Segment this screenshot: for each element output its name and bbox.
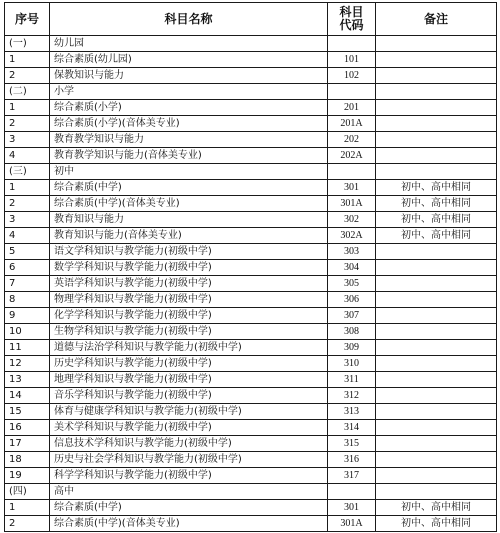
- cell-subject-code: 201: [328, 100, 376, 116]
- cell-note: [376, 356, 497, 372]
- cell-seq: 12: [5, 356, 50, 372]
- cell-subject-name: 科学学科知识与教学能力(初级中学): [50, 468, 328, 484]
- table-row: [5, 308, 497, 324]
- cell-subject-code: 306: [328, 292, 376, 308]
- cell-seq: 18: [5, 452, 50, 468]
- cell-note: [376, 148, 497, 164]
- cell-seq: (二): [5, 84, 50, 100]
- section-row: [5, 484, 497, 500]
- cell-seq: 1: [5, 100, 50, 116]
- cell-note: [376, 420, 497, 436]
- cell-seq: 6: [5, 260, 50, 276]
- cell-seq: 15: [5, 404, 50, 420]
- cell-seq: 4: [5, 228, 50, 244]
- cell-seq: 10: [5, 324, 50, 340]
- cell-subject-name: 幼儿园: [50, 36, 328, 52]
- cell-subject-name: 综合素质(中学)(音体美专业): [50, 516, 328, 532]
- cell-subject-code: [328, 84, 376, 100]
- cell-subject-name: 语文学科知识与教学能力(初级中学): [50, 244, 328, 260]
- table-row: [5, 68, 497, 84]
- cell-seq: 1: [5, 500, 50, 516]
- cell-seq: 19: [5, 468, 50, 484]
- table-row: [5, 468, 497, 484]
- cell-seq: 4: [5, 148, 50, 164]
- cell-subject-code: 317: [328, 468, 376, 484]
- table-header: [5, 3, 497, 36]
- cell-subject-name: 小学: [50, 84, 328, 100]
- header-row: [5, 3, 497, 36]
- cell-subject-name: 综合素质(幼儿园): [50, 52, 328, 68]
- cell-seq: 3: [5, 212, 50, 228]
- cell-subject-code: 102: [328, 68, 376, 84]
- section-row: [5, 36, 497, 52]
- cell-subject-name: 初中: [50, 164, 328, 180]
- cell-note: [376, 340, 497, 356]
- cell-note: 初中、高中相同: [376, 228, 497, 244]
- cell-subject-name: 音乐学科知识与教学能力(初级中学): [50, 388, 328, 404]
- cell-subject-name: 道德与法治学科知识与教学能力(初级中学): [50, 340, 328, 356]
- cell-subject-code: [328, 36, 376, 52]
- cell-note: [376, 452, 497, 468]
- table-body: [5, 36, 497, 532]
- table-row: [5, 372, 497, 388]
- table-row: [5, 436, 497, 452]
- cell-note: [376, 164, 497, 180]
- cell-subject-name: 体育与健康学科知识与教学能力(初级中学): [50, 404, 328, 420]
- cell-subject-name: 历史与社会学科知识与教学能力(初级中学): [50, 452, 328, 468]
- cell-subject-code: 315: [328, 436, 376, 452]
- cell-subject-code: 301A: [328, 516, 376, 532]
- table-row: [5, 388, 497, 404]
- table-row: [5, 404, 497, 420]
- table-row: [5, 180, 497, 196]
- table-row: [5, 500, 497, 516]
- cell-note: 初中、高中相同: [376, 516, 497, 532]
- cell-note: [376, 372, 497, 388]
- cell-seq: 17: [5, 436, 50, 452]
- cell-subject-name: 教育知识与能力: [50, 212, 328, 228]
- cell-subject-code: 202A: [328, 148, 376, 164]
- cell-seq: 1: [5, 180, 50, 196]
- table-row: [5, 116, 497, 132]
- cell-subject-name: 综合素质(小学)(音体美专业): [50, 116, 328, 132]
- cell-subject-code: 302A: [328, 228, 376, 244]
- table-row: [5, 148, 497, 164]
- header-code-line2: 代码: [339, 18, 364, 32]
- table-row: [5, 228, 497, 244]
- cell-seq: (三): [5, 164, 50, 180]
- cell-note: [376, 244, 497, 260]
- cell-seq: 7: [5, 276, 50, 292]
- cell-subject-name: 美术学科知识与教学能力(初级中学): [50, 420, 328, 436]
- cell-note: [376, 36, 497, 52]
- cell-seq: 1: [5, 52, 50, 68]
- table-row: [5, 260, 497, 276]
- cell-subject-name: 物理学科知识与教学能力(初级中学): [50, 292, 328, 308]
- table-row: [5, 212, 497, 228]
- cell-subject-name: 保教知识与能力: [50, 68, 328, 84]
- cell-note: 初中、高中相同: [376, 212, 497, 228]
- cell-subject-code: 314: [328, 420, 376, 436]
- table-row: [5, 132, 497, 148]
- cell-seq: 8: [5, 292, 50, 308]
- cell-subject-name: 历史学科知识与教学能力(初级中学): [50, 356, 328, 372]
- table-row: [5, 52, 497, 68]
- cell-note: [376, 68, 497, 84]
- cell-seq: 16: [5, 420, 50, 436]
- cell-subject-code: 101: [328, 52, 376, 68]
- cell-subject-name: 高中: [50, 484, 328, 500]
- cell-note: [376, 404, 497, 420]
- cell-subject-code: 311: [328, 372, 376, 388]
- cell-subject-name: 综合素质(中学): [50, 180, 328, 196]
- cell-note: [376, 388, 497, 404]
- cell-seq: 9: [5, 308, 50, 324]
- cell-note: [376, 100, 497, 116]
- cell-note: [376, 436, 497, 452]
- table-row: [5, 452, 497, 468]
- cell-subject-code: 316: [328, 452, 376, 468]
- cell-subject-name: 教育知识与能力(音体美专业): [50, 228, 328, 244]
- cell-seq: 2: [5, 196, 50, 212]
- cell-subject-name: 综合素质(中学)(音体美专业): [50, 196, 328, 212]
- cell-subject-code: [328, 164, 376, 180]
- table-row: [5, 196, 497, 212]
- cell-note: [376, 292, 497, 308]
- cell-subject-code: 301: [328, 500, 376, 516]
- table-row: [5, 100, 497, 116]
- cell-note: [376, 484, 497, 500]
- cell-seq: 11: [5, 340, 50, 356]
- cell-subject-name: 教育教学知识与能力(音体美专业): [50, 148, 328, 164]
- section-row: [5, 164, 497, 180]
- cell-subject-code: [328, 484, 376, 500]
- header-name: 科目名称: [50, 3, 328, 36]
- header-code: [328, 3, 376, 36]
- cell-seq: 5: [5, 244, 50, 260]
- table-row: [5, 324, 497, 340]
- cell-note: [376, 308, 497, 324]
- cell-subject-code: 301A: [328, 196, 376, 212]
- cell-seq: 3: [5, 132, 50, 148]
- table-row: [5, 244, 497, 260]
- cell-subject-code: 305: [328, 276, 376, 292]
- cell-seq: 2: [5, 516, 50, 532]
- subject-table: [4, 2, 497, 532]
- header-note: 备注: [376, 3, 497, 36]
- cell-note: 初中、高中相同: [376, 196, 497, 212]
- cell-subject-code: 301: [328, 180, 376, 196]
- section-row: [5, 84, 497, 100]
- header-seq: 序号: [5, 3, 50, 36]
- cell-seq: (一): [5, 36, 50, 52]
- cell-note: 初中、高中相同: [376, 500, 497, 516]
- cell-seq: 2: [5, 68, 50, 84]
- cell-note: [376, 260, 497, 276]
- cell-subject-name: 综合素质(小学): [50, 100, 328, 116]
- table-row: [5, 356, 497, 372]
- cell-subject-code: 304: [328, 260, 376, 276]
- cell-subject-code: 309: [328, 340, 376, 356]
- cell-seq: 13: [5, 372, 50, 388]
- cell-subject-code: 310: [328, 356, 376, 372]
- cell-seq: 14: [5, 388, 50, 404]
- cell-note: [376, 84, 497, 100]
- cell-subject-code: 313: [328, 404, 376, 420]
- cell-subject-code: 308: [328, 324, 376, 340]
- cell-subject-name: 信息技术学科知识与教学能力(初级中学): [50, 436, 328, 452]
- table-row: [5, 420, 497, 436]
- cell-subject-code: 302: [328, 212, 376, 228]
- cell-subject-name: 数学学科知识与教学能力(初级中学): [50, 260, 328, 276]
- cell-subject-name: 英语学科知识与教学能力(初级中学): [50, 276, 328, 292]
- cell-subject-name: 化学学科知识与教学能力(初级中学): [50, 308, 328, 324]
- cell-note: [376, 276, 497, 292]
- cell-note: [376, 132, 497, 148]
- cell-subject-name: 生物学科知识与教学能力(初级中学): [50, 324, 328, 340]
- table-row: [5, 292, 497, 308]
- cell-subject-name: 综合素质(中学): [50, 500, 328, 516]
- cell-subject-name: 地理学科知识与教学能力(初级中学): [50, 372, 328, 388]
- cell-subject-code: 312: [328, 388, 376, 404]
- cell-note: [376, 324, 497, 340]
- cell-note: 初中、高中相同: [376, 180, 497, 196]
- cell-seq: (四): [5, 484, 50, 500]
- cell-subject-code: 201A: [328, 116, 376, 132]
- table-row: [5, 276, 497, 292]
- cell-note: [376, 116, 497, 132]
- cell-note: [376, 468, 497, 484]
- header-code-line1: 科目: [339, 5, 364, 19]
- table-row: [5, 340, 497, 356]
- cell-note: [376, 52, 497, 68]
- cell-subject-code: 202: [328, 132, 376, 148]
- table-row: [5, 516, 497, 532]
- cell-subject-code: 307: [328, 308, 376, 324]
- cell-seq: 2: [5, 116, 50, 132]
- cell-subject-name: 教育教学知识与能力: [50, 132, 328, 148]
- cell-subject-code: 303: [328, 244, 376, 260]
